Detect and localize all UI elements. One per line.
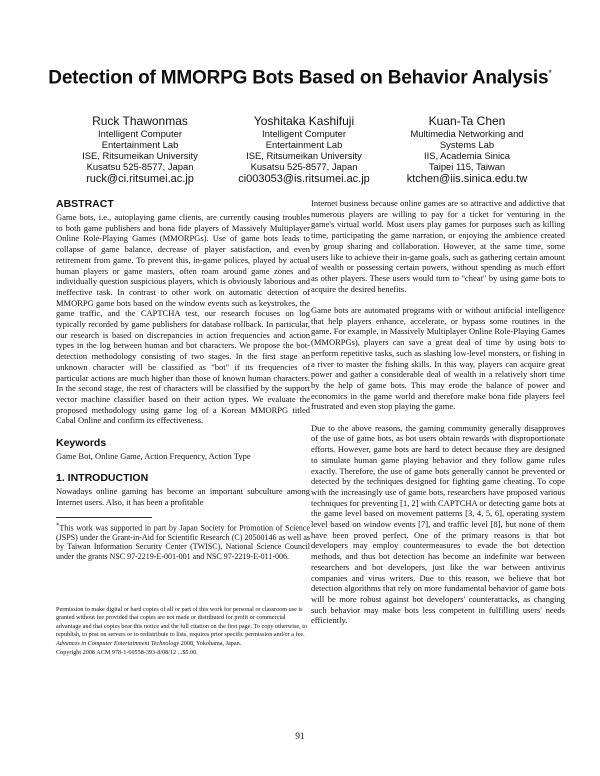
body-paragraph: Due to the above reasons, the gaming community generally disapproves of the use of game bots, as bot users obtain rewards with disproportionate efforts. However, game bots are hard to detect because they are designed to simulate human game playing behavior and they follow game rules exactly. Therefore, the use of game bots generally cannot be prevented or detected by the techniques designed for fighting game cheating. To cope with the increasingly use of game bots, researchers have proposed various techniques for preventing [1, 2] with CAPTCHA or detecting game bots at the game level based on movement patterns [3, 4, 5, 6], operating system level based on window events [7], and traffic level [8], but none of them have been proved perfect. One of the primary reasons is that bot developers may employ countermeasures to evade the bot detection methods, and thus bot detection has become an indefinite war between researchers and bot developers, just like the war between antivirus companies and virus writers. Due to this reason, we believe that bot detection algorithms that rely on more fundamental behavior of game bots will be more robust against bot developers' counterattacks, as changing such behavior may make bots less competent in fulfilling users' needs efficiently. <box>311 422 565 626</box>
author-email: ktchen@iis.sinica.edu.tw <box>406 173 528 185</box>
footnote-mark: * <box>56 521 60 529</box>
author-name: Kuan-Ta Chen <box>428 114 506 128</box>
left-column <box>56 198 310 657</box>
author-email: ci003053@is.ritsumei.ac.jp <box>238 173 370 185</box>
abstract-text: Game bots, i.e., autoplaying game clients, are currently causing troubles to both game publishers and bona fide players of Massively Multiplayer Online Role-Playing Games (MMORPGs). Use of game bots leads to collapse of game balance, decrease of player satisfaction, and even retirement from game. To prevent this, in-game polices, played by actual human players or game masters, often roam around game zones and individually question suspicious players, which is obviously laborious and ineffective task. In contrast to other work on automatic detection of MMORPG game bots based on the window events such as keystrokes, the game traffic, and the CAPTCHA test, our research focuses on log typically recorded by game publishers for database rollback. In particular, our research is based on discrepancies in action frequencies and action types in the log between human and bot characters. We propose the bot-detection methodology consisting of two stages. In the first stage an unknown character will be classified as "bot" if its frequencies of particular actions are much higher than those of known human characters. In the second stage, the rest of characters will be classified by the support vector machine classifier based on their action types. We evaluate the proposed methodology using game log of a Korean MMORPG titled Cabal Online and confirm its effectiveness. <box>56 212 310 426</box>
footnote-text: This work was supported in part by Japan Society for Promotion of Science (JSPS) under the Grant-in-Aid for Scientific Research (C) 20500146 as well as by Taiwan Information Security Center (TWISC), National Science Council under the grants NSC 97-2219-E-001-001 and NSC 97-2219-E-011-006. <box>56 523 310 561</box>
introduction-heading: 1. INTRODUCTION <box>56 472 149 485</box>
right-column <box>311 198 565 637</box>
title-footnote-mark: * <box>548 68 552 78</box>
author-affiliation-line: Intelligent Computer <box>98 128 182 139</box>
author-name: Ruck Thawonmas <box>92 114 188 128</box>
author-block <box>58 114 222 186</box>
keywords-heading: Keywords <box>56 436 107 449</box>
paper-title <box>40 62 560 89</box>
footnote-divider <box>56 517 152 518</box>
author-affiliation-line: Entertainment Lab <box>265 139 343 150</box>
author-affiliation-line: Multimedia Networking and <box>410 128 524 139</box>
keywords-text: Game Bot, Online Game, Action Frequency, Action Type <box>56 450 251 461</box>
venue-details: 2008, Yokohama, Japan. <box>180 639 242 647</box>
author-affiliation-line: Kusatsu 525-8577, Japan <box>86 161 194 172</box>
venue-name: Advances in Computer Entertainment Technology <box>56 639 180 647</box>
copyright-line: Copyright 2008 ACM 978-1-60558-393-8/08/12 ...$5.00. <box>56 648 198 656</box>
page-number: 91 <box>295 732 305 742</box>
author-email: ruck@ci.ritsumei.ac.jp <box>86 173 194 185</box>
author-block <box>224 114 384 186</box>
author-affiliation-line: Taipei 115, Taiwan <box>428 161 506 172</box>
author-affiliation-line: IIS, Academia Sinica <box>424 150 510 161</box>
introduction-lead-paragraph: Nowadays online gaming has become an important subculture among Internet users. Also, it has been a profitable <box>56 486 310 507</box>
author-block <box>378 114 556 186</box>
author-affiliation-line: Entertainment Lab <box>101 139 179 150</box>
author-name: Yoshitaka Kashifuji <box>253 114 355 128</box>
author-affiliation-line: ISE, Ritsumeikan University <box>82 150 198 161</box>
permission-block <box>56 606 310 658</box>
author-affiliation-line: Kusatsu 525-8577, Japan <box>250 161 358 172</box>
author-affiliation-line: Systems Lab <box>439 139 495 150</box>
permission-text: Permission to make digital or hard copies of all or part of this work for personal or classroom use is granted without fee provided that copies are not made or distributed for profit or commercial advantage and that copies bear this notice and the full citation on the first page. To copy otherwise, to republish, to post on servers or to redistribute to lists, requires prior specific permission and/or a fee. <box>56 605 308 639</box>
body-paragraph: Game bots are automated programs with or without artificial intelligence that help players enhance, accelerate, or bypass some routines in the game. For example, in Massively Multiplayer Online Role-Playing Games (MMORPGs), players can save a great deal of time by using bots to perform repetitive tasks, such as slashing low-level monsters, or fishing in a river to master the fishing skills. In this way, players can acquire great power and gather a considerable deal of wealth in a relatively short time by the help of game bots. This may erode the balance of power and economics in the game world and therefore make bona fide players feel frustrated and even stop playing the game. <box>311 305 565 412</box>
author-affiliation-line: ISE, Ritsumeikan University <box>246 150 362 161</box>
footnote <box>56 521 310 562</box>
body-paragraph: Internet business because online games are so attractive and addictive that numerous players are willing to pay for a ticket for venturing in the game's virtual world. Most users play games for purposes such as killing time, participating the game narration, or enjoying the ambience created by group sharing and collaboration. However, at the same time, some users like to achieve their in-game goals, such as gathering certain amount of wealth or possessing certain powers, without spending as much effort as other players. These users would turn to "cheat" by using game bots to acquire the desired benefits. <box>311 198 565 294</box>
paper-title-text: Detection of MMORPG Bots Based on Behavior Analysis <box>48 67 549 89</box>
author-affiliation-line: Intelligent Computer <box>262 128 346 139</box>
abstract-heading: ABSTRACT <box>56 198 114 210</box>
